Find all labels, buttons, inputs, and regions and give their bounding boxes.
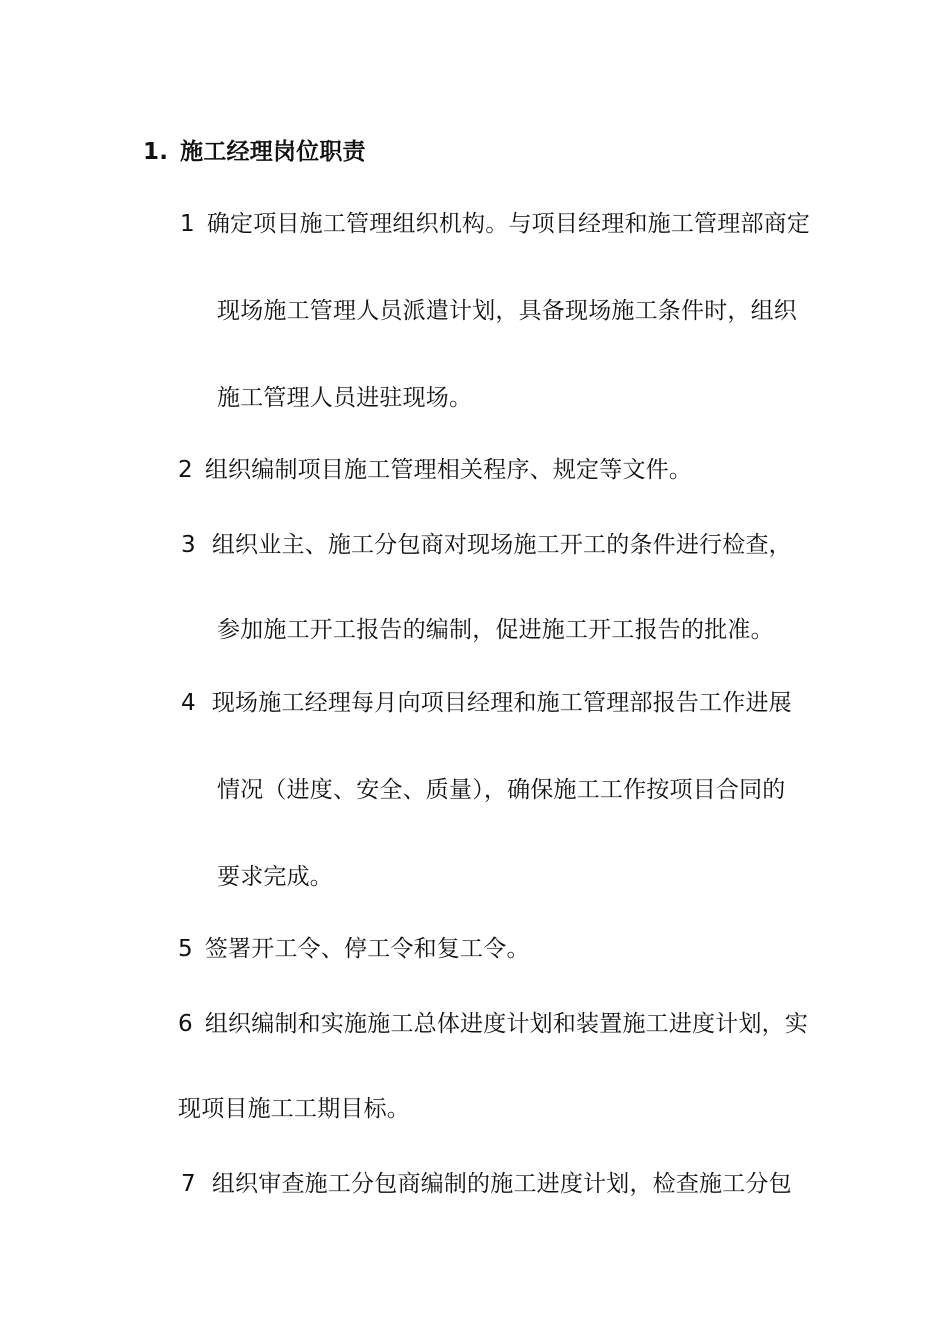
duty-item-7-number: 7 [181,1171,196,1197]
duty-item-4-line-3: 要求完成。 [217,864,333,890]
duty-item-3-line-2: 参加施工开工报告的编制，促进施工开工报告的批准。 [217,617,774,643]
duty-item-text: 签署开工令、停工令和复工令。 [204,936,530,962]
duty-item-text: 组织编制和实施施工总体进度计划和装置施工进度计划，实 [204,1011,809,1037]
duty-item-2-line-1 [178,455,692,485]
duty-item-6-line-1 [178,1009,808,1039]
duty-item-6-number: 6 [178,1011,193,1037]
duty-item-5-line-1 [178,934,530,964]
duty-item-4-number: 4 [181,690,196,716]
duty-item-1-number: 1 [180,211,195,237]
section-number: 1. [143,139,169,165]
duty-item-1-line-3: 施工管理人员进驻现场。 [217,385,473,411]
duty-item-4-line-2: 情况（进度、安全、质量），确保施工工作按项目合同的 [217,777,786,803]
duty-item-text: 组织审查施工分包商编制的施工进度计划，检查施工分包 [211,1171,792,1197]
duty-item-1-line-1 [180,209,810,239]
duty-item-5-number: 5 [178,936,193,962]
duty-item-text: 组织业主、施工分包商对现场施工开工的条件进行检查， [211,532,792,558]
duty-item-text: 确定项目施工管理组织机构。与项目经理和施工管理部商定 [206,211,811,237]
duty-item-text: 现场施工经理每月向项目经理和施工管理部报告工作进展 [211,690,792,716]
duty-item-7-line-1 [181,1169,792,1199]
duty-item-1-line-2: 现场施工管理人员派遣计划，具备现场施工条件时，组织 [217,298,797,324]
duty-item-2-number: 2 [178,457,193,483]
duty-item-text: 组织编制项目施工管理相关程序、规定等文件。 [204,457,693,483]
section-heading [143,137,366,167]
duty-item-3-line-1 [181,530,792,560]
duty-item-6-line-2: 现项目施工工期目标。 [178,1096,410,1122]
duty-item-4-line-1 [181,688,792,718]
section-title: 施工经理岗位职责 [180,139,366,165]
duty-item-3-number: 3 [181,532,196,558]
